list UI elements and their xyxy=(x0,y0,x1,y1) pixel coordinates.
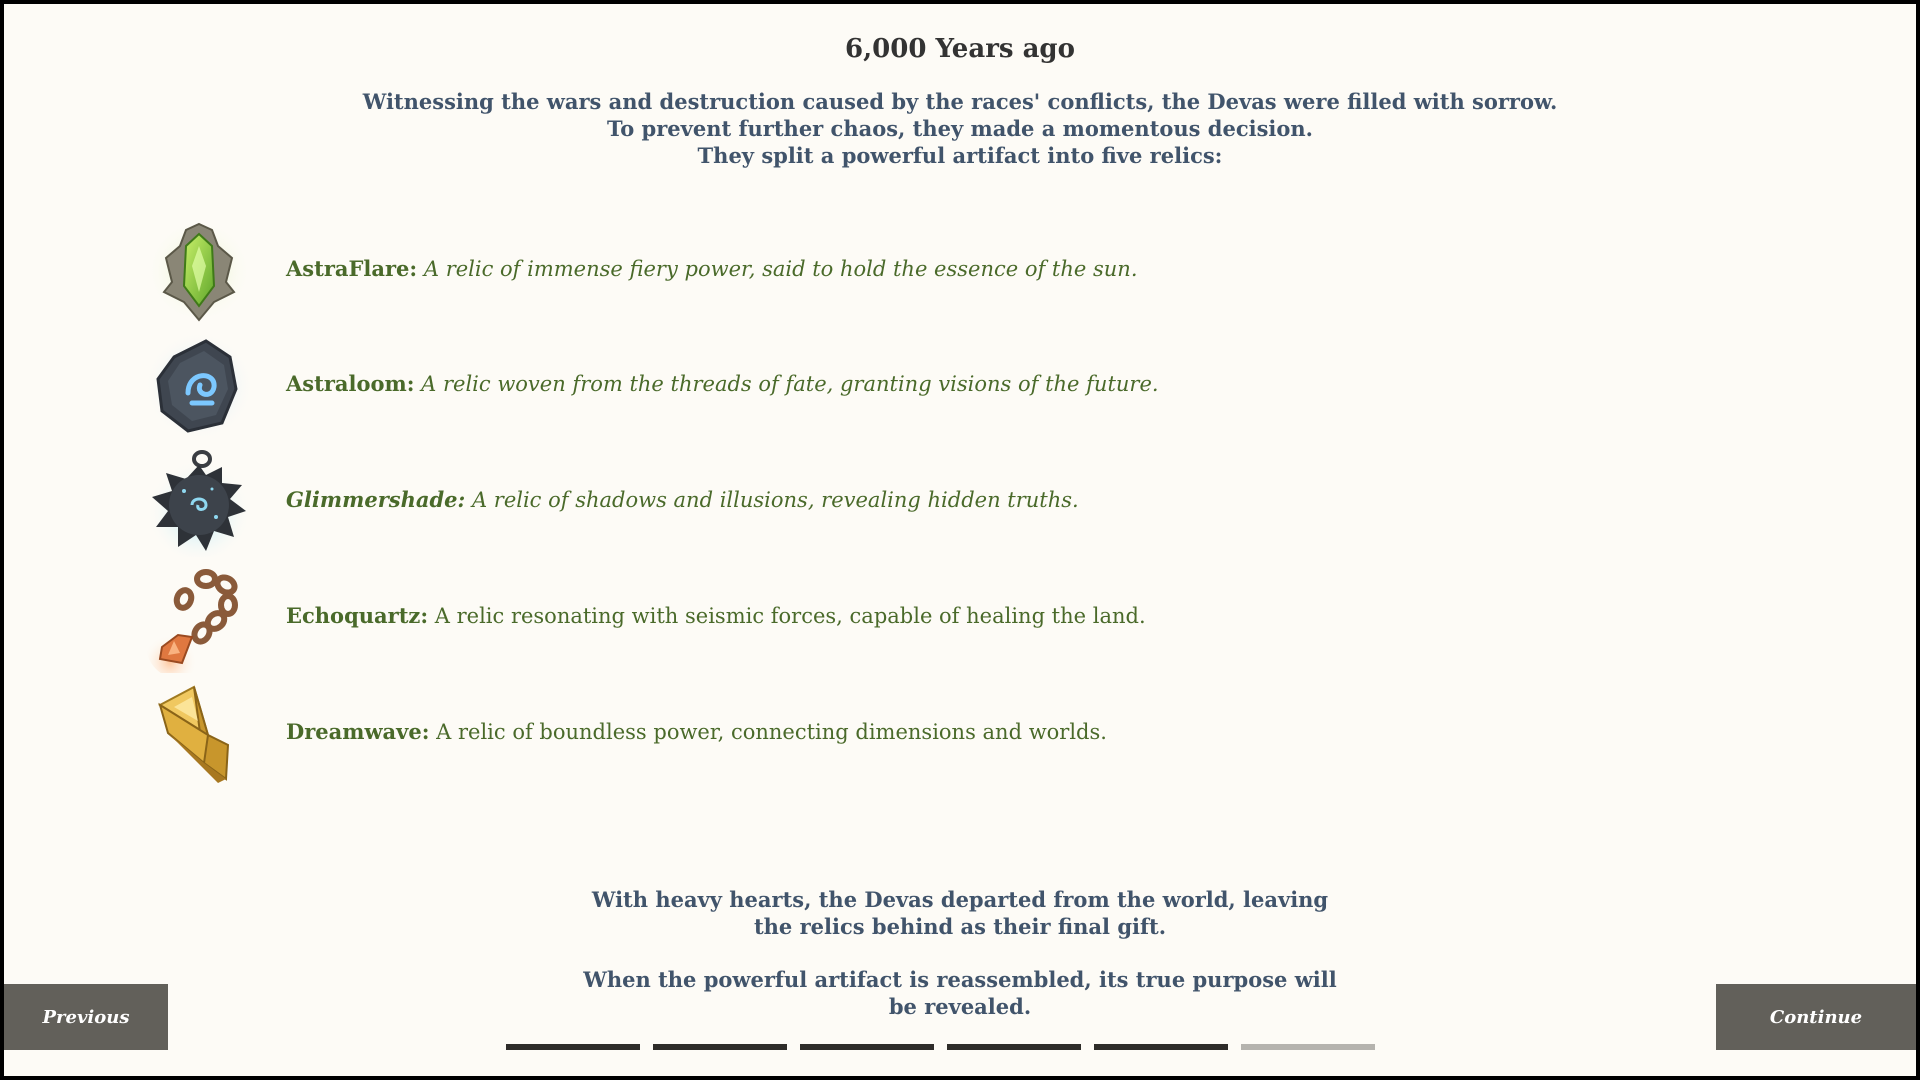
continue-button[interactable]: Continue xyxy=(1716,984,1916,1050)
page-title: 6,000 Years ago xyxy=(845,34,1075,64)
relic-description: A relic of shadows and illusions, revealing hidden truths. xyxy=(471,488,1079,512)
relic-description: A relic of immense fiery power, said to hold the essence of the sun. xyxy=(423,257,1138,281)
relic-description-line xyxy=(286,603,1146,628)
relic-name: AstraFlare: xyxy=(286,256,418,281)
intro-line: To prevent further chaos, they made a momentous decision. xyxy=(607,116,1313,141)
progress-segment xyxy=(1094,1044,1228,1050)
relic-name: Astraloom: xyxy=(286,371,415,396)
blue-rune-stone-icon xyxy=(144,331,254,441)
relic-name: Glimmershade: xyxy=(286,487,466,512)
relic-item-glimmershade xyxy=(144,447,1444,557)
relic-name: Echoquartz: xyxy=(286,603,429,628)
golden-prism-icon xyxy=(144,679,254,789)
outro-line: the relics behind as their final gift. xyxy=(753,914,1167,939)
intro-line: Witnessing the wars and destruction caused by the races' conflicts, the Devas were filled with sorrow. xyxy=(362,89,1558,114)
outro-paragraph xyxy=(4,966,1916,1020)
relic-description-line xyxy=(286,487,1079,512)
relic-description: A relic woven from the threads of fate, granting visions of the future. xyxy=(421,372,1159,396)
progress-segment xyxy=(506,1044,640,1050)
green-crystal-relic-icon xyxy=(144,216,254,326)
relic-description: A relic resonating with seismic forces, capable of healing the land. xyxy=(434,604,1146,628)
previous-button[interactable]: Previous xyxy=(4,984,168,1050)
relic-item-astraflare xyxy=(144,216,1444,326)
outro-line: With heavy hearts, the Devas departed from the world, leaving xyxy=(591,887,1329,912)
relic-description-line xyxy=(286,371,1159,396)
chained-crystal-icon xyxy=(144,563,254,673)
dark-spiked-orb-icon xyxy=(144,447,254,557)
progress-segment xyxy=(800,1044,934,1050)
story-screen xyxy=(4,4,1916,1076)
relic-item-astraloom xyxy=(144,331,1444,441)
outro-line: When the powerful artifact is reassembled, its true purpose will xyxy=(583,967,1337,992)
relic-name: Dreamwave: xyxy=(286,719,430,744)
outro-paragraph xyxy=(4,886,1916,940)
relic-description: A relic of boundless power, connecting dimensions and worlds. xyxy=(436,720,1107,744)
progress-segment xyxy=(947,1044,1081,1050)
relic-item-echoquartz xyxy=(144,563,1444,673)
progress-segment xyxy=(653,1044,787,1050)
progress-segment xyxy=(1241,1044,1375,1050)
relic-description-line xyxy=(286,719,1107,744)
relic-item-dreamwave xyxy=(144,679,1444,789)
outro-line: be revealed. xyxy=(888,994,1032,1019)
relic-description-line xyxy=(286,256,1138,281)
intro-line: They split a powerful artifact into five relics: xyxy=(697,143,1223,168)
intro-text xyxy=(4,88,1916,169)
